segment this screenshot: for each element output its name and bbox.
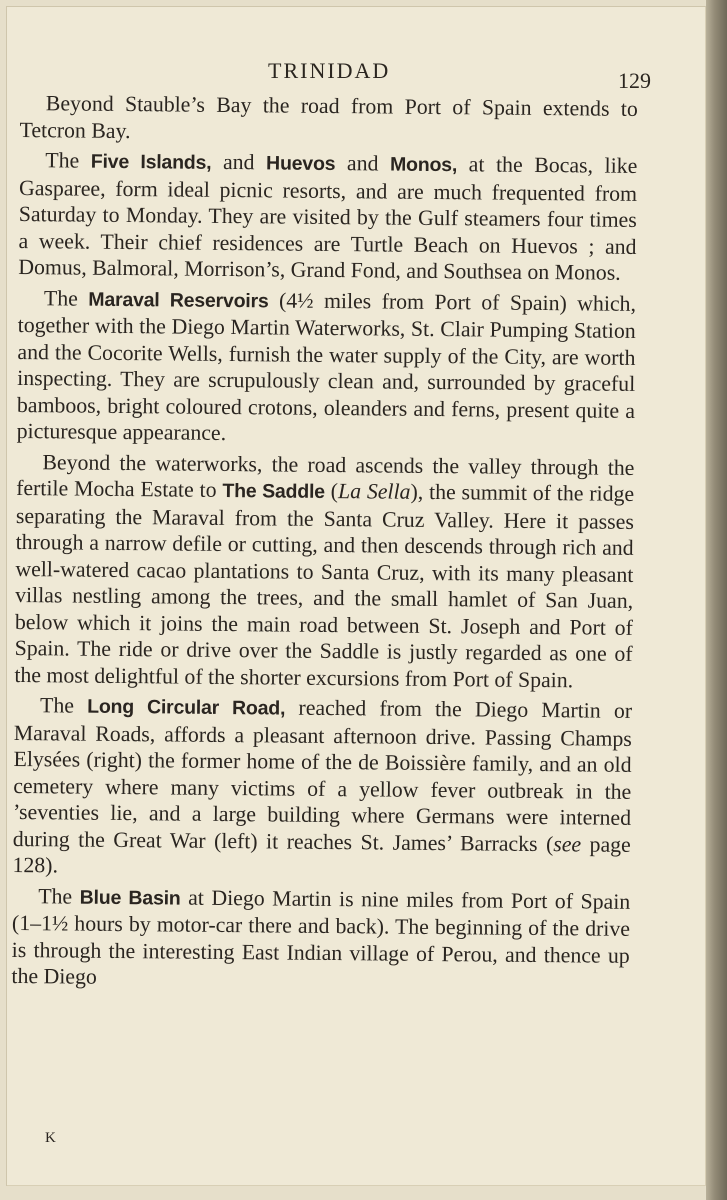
paragraph-text: The	[45, 148, 91, 173]
bold-heading-text: The Saddle	[222, 479, 325, 503]
running-title: TRINIDAD	[268, 58, 391, 83]
paragraph	[17, 284, 637, 450]
paragraph-text: The	[43, 285, 89, 311]
paragraph	[19, 90, 637, 149]
paragraph	[11, 882, 630, 995]
paragraph	[12, 692, 632, 884]
paragraph-text: The	[38, 883, 80, 909]
page-edge-shadow	[706, 0, 727, 1200]
paragraph-text: and	[335, 151, 391, 176]
paragraph-text: (	[324, 478, 339, 504]
paragraph-text: at Diego Martin is nine miles from Port of Spain (1–1½ hours by motor-car there and back). The beginning of the drive is through the interesting East Indian village of Perou, and thence up the Diego	[11, 885, 631, 989]
bold-heading-text: Five Islands,	[90, 150, 212, 174]
paragraph	[14, 448, 634, 693]
bold-heading-text: Monos,	[389, 153, 458, 177]
bold-heading-text: Long Circular Road,	[87, 695, 286, 720]
italic-text: La Sella	[337, 479, 411, 504]
paragraph-text: at the Bocas, like Gasparee, form ideal picnic resorts, and are much frequented from Saturday to Monday. They are visited by the Gulf steamers four times a week. Their chief residences are Turtle Beach on Huevos ; and Domus, Balmoral, Morrison’s, Grand Fond, and Southsea on Monos.	[18, 152, 638, 285]
paragraph-text: page 128).	[12, 831, 631, 878]
page-number: 129	[618, 68, 651, 93]
paragraph-text: Beyond the waterworks, the road ascends the valley through the fertile Mocha Estate to	[16, 449, 635, 502]
paragraph-text: Beyond Stauble’s Bay the road from Port of Spain extends to Tetcron Bay.	[19, 91, 638, 143]
paragraph-text: The	[39, 693, 88, 718]
paragraph-text: and	[211, 149, 267, 175]
paragraph	[18, 147, 637, 286]
body-text	[11, 90, 638, 995]
italic-text: see	[553, 831, 582, 856]
book-page	[6, 6, 706, 1186]
paragraph-text: reached from the Diego Martin or Maraval Roads, affords a pleasant afternoon drive. Passing Champs Elysées (right) the former home of the de Boissière family, and an old cemetery where many victims of a yellow fever outbreak in the ’seventies lie, and a large building where Germans were interned during the Great War (left) it reaches St. James’ Barracks (	[12, 695, 633, 856]
paragraph-text: (4½ miles from Port of Spain) which, together with the Diego Martin Waterworks, St. Clair Pumping Station and the Cocorite Wells, furnish the water supply of the City, are worth inspecting. They are scrupulously clean and, surrounded by graceful bamboos, bright coloured crotons, oleanders and ferns, present quite a picturesque appearance.	[16, 287, 637, 445]
signature-mark: K	[45, 1130, 57, 1146]
bold-heading-text: Maraval Reservoirs	[88, 288, 269, 312]
bold-heading-text: Blue Basin	[79, 886, 181, 910]
bold-heading-text: Huevos	[266, 152, 336, 176]
paragraph-text: ), the summit of the ridge separating the Maraval from the Santa Cruz Valley. Here it passes through a narrow defile or cutting, and then descends through rich and well-watered cacao plantations to Santa Cruz, with its many pleasant villas nestling among the trees, and the small hamlet of San Juan, below which it joins the main road between St. Joseph and Port of Spain. The ride or drive over the Saddle is justly regarded as one of the most delightful of the shorter excursions from Port of Spain.	[14, 479, 635, 692]
